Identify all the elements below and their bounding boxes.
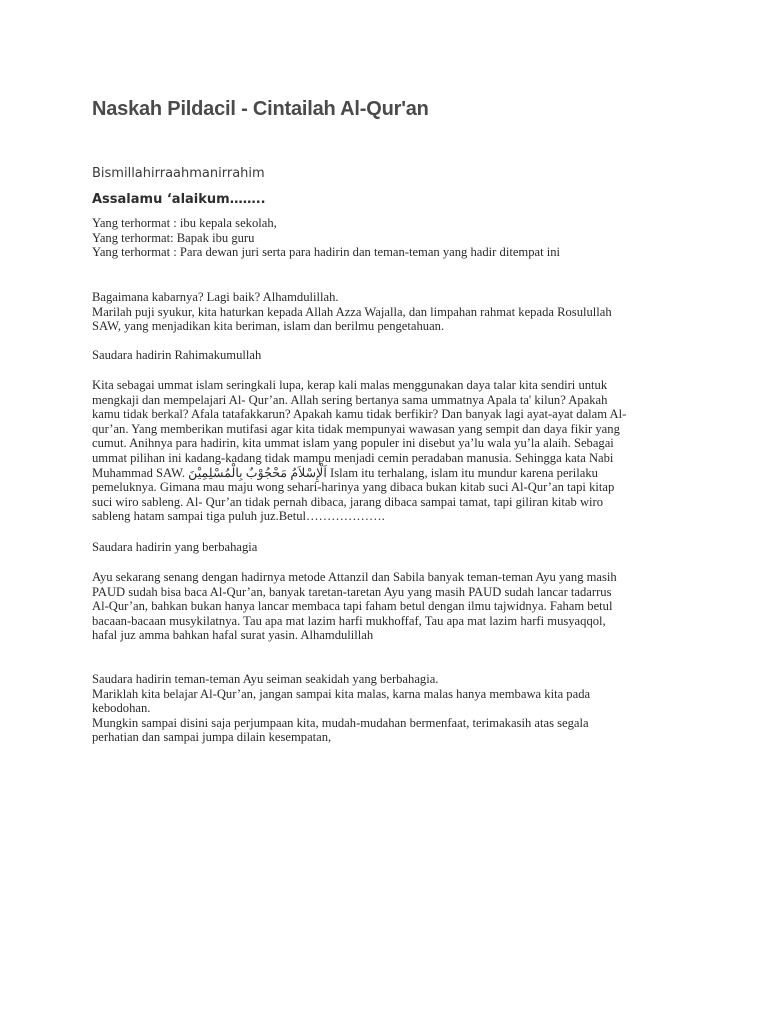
closing-paragraph — [92, 672, 682, 745]
text-line: Marilah puji syukur, kita haturkan kepada Allah Azza Wajalla, dan limpahan rahmat kepada Rosulullah — [92, 304, 612, 319]
text-line: Ayu sekarang senang dengan hadirnya metode Attanzil dan Sabila banyak teman-teman Ayu yang masih — [92, 570, 617, 584]
text-line: pemeluknya. Gimana mau maju wong sehari-harinya yang dibaca bukan kitab suci Al-Qur’an tapi kitap — [92, 480, 615, 495]
text-line: Kita sebagai ummat islam seringkali lupa, kerap kali malas menggunakan daya talar kita sendiri untuk — [92, 378, 608, 392]
text-line: Saudara hadirin yang berbahagia — [92, 540, 258, 554]
greeting-line: Assalamu ‘alaikum…….. — [92, 192, 266, 207]
text-line: SAW, yang menjadikan kita beriman, islam dan berilmu pengetahuan. — [92, 319, 445, 334]
text-line: Muhammad SAW. اَلْإِسْلاَمُ مَحْجُوْبٌ بِالْمُسْلِمِيْنَ Islam itu terhalang, islam itu mundur karena perilaku — [92, 465, 598, 480]
text-line: Al-Qur’an, bahkan bukan hanya lancar membaca tapi faham betul dengan ilmu tajwidnya. Faham betul — [92, 599, 613, 614]
text-line: Saudara hadirin Rahimakumullah — [92, 348, 262, 362]
text-line: kamu tidak berkal? Afala tatafakkarun? Apakah kamu tidak berfikir? Dan banyak lagi ayat-ayat dalam Al- — [92, 407, 627, 422]
text-line: Yang terhormat: Bapak ibu guru — [92, 230, 255, 245]
text-line: hafal juz amma bahkan hafal surat yasin. Alhamdulillah — [92, 628, 374, 643]
text-line: ummat pilihan ini kadang-kadang tidak mampu menjadi cemin peradaban manusia. Sehingga kata Nabi — [92, 450, 614, 465]
text-line: Saudara hadirin teman-teman Ayu seiman seakidah yang berbahagia. — [92, 672, 439, 686]
text-line: Yang terhormat : ibu kepala sekolah, — [92, 216, 277, 230]
text-line: Mungkin sampai disini saja perjumpaan kita, mudah-mudahan bermenfaat, terimakasih atas segala — [92, 715, 589, 730]
opening-paragraph — [92, 290, 682, 334]
text-line: Bagaimana kabarnya? Lagi baik? Alhamdulillah. — [92, 290, 339, 304]
text-line: kebodohan. — [92, 701, 151, 716]
text-line: sableng hatam sampai tiga puluh juz.Betul………………. — [92, 509, 385, 524]
text-line: mengkaji dan mempelajari Al- Qur’an. Allah sering bertanya sama ummatnya Apala ta' kilun? Apakah — [92, 392, 608, 407]
text-line: qur’an. Yang memberikan mutifasi agar kita tidak mempunyai wawasan yang sempit dan daya fikir yang — [92, 421, 620, 436]
text-line: Mariklah kita belajar Al-Qur’an, jangan sampai kita malas, karna malas hanya membawa kita pada — [92, 686, 591, 701]
text-line: Yang terhormat : Para dewan juri serta para hadirin dan teman-teman yang hadir ditempat ini — [92, 245, 561, 260]
main-paragraph-2 — [92, 570, 682, 643]
text-line: PAUD sudah bisa baca Al-Qur’an, banyak taretan-taretan Ayu yang masih PAUD sudah lancar tadarrus — [92, 584, 612, 599]
text-line: cumut. Anihnya para hadirin, kita ummat islam yang populer ini disebut ya’lu wala yu’la alaih. Sebagai — [92, 436, 614, 451]
text-line: bacaan-bacaan musykilatnya. Tau apa mat lazim harfi mukhoffaf, Tau apa mat lazim harfi musyaqqol, — [92, 613, 606, 628]
text-line: suci wiro sableng. Al- Qur’an tidak pernah dibaca, jarang dibaca sampai tamat, tapi giliran kitab wiro — [92, 494, 604, 509]
address-heading-2 — [92, 540, 682, 555]
salutation-block — [92, 216, 682, 260]
bismillah-line: Bismillahirraahmanirrahim — [92, 166, 265, 181]
document-title: Naskah Pildacil - Cintailah Al-Qur'an — [92, 98, 429, 120]
text-line: perhatian dan sampai jumpa dilain kesempatan, — [92, 730, 332, 745]
address-heading-1 — [92, 348, 682, 363]
main-paragraph-1 — [92, 378, 682, 524]
